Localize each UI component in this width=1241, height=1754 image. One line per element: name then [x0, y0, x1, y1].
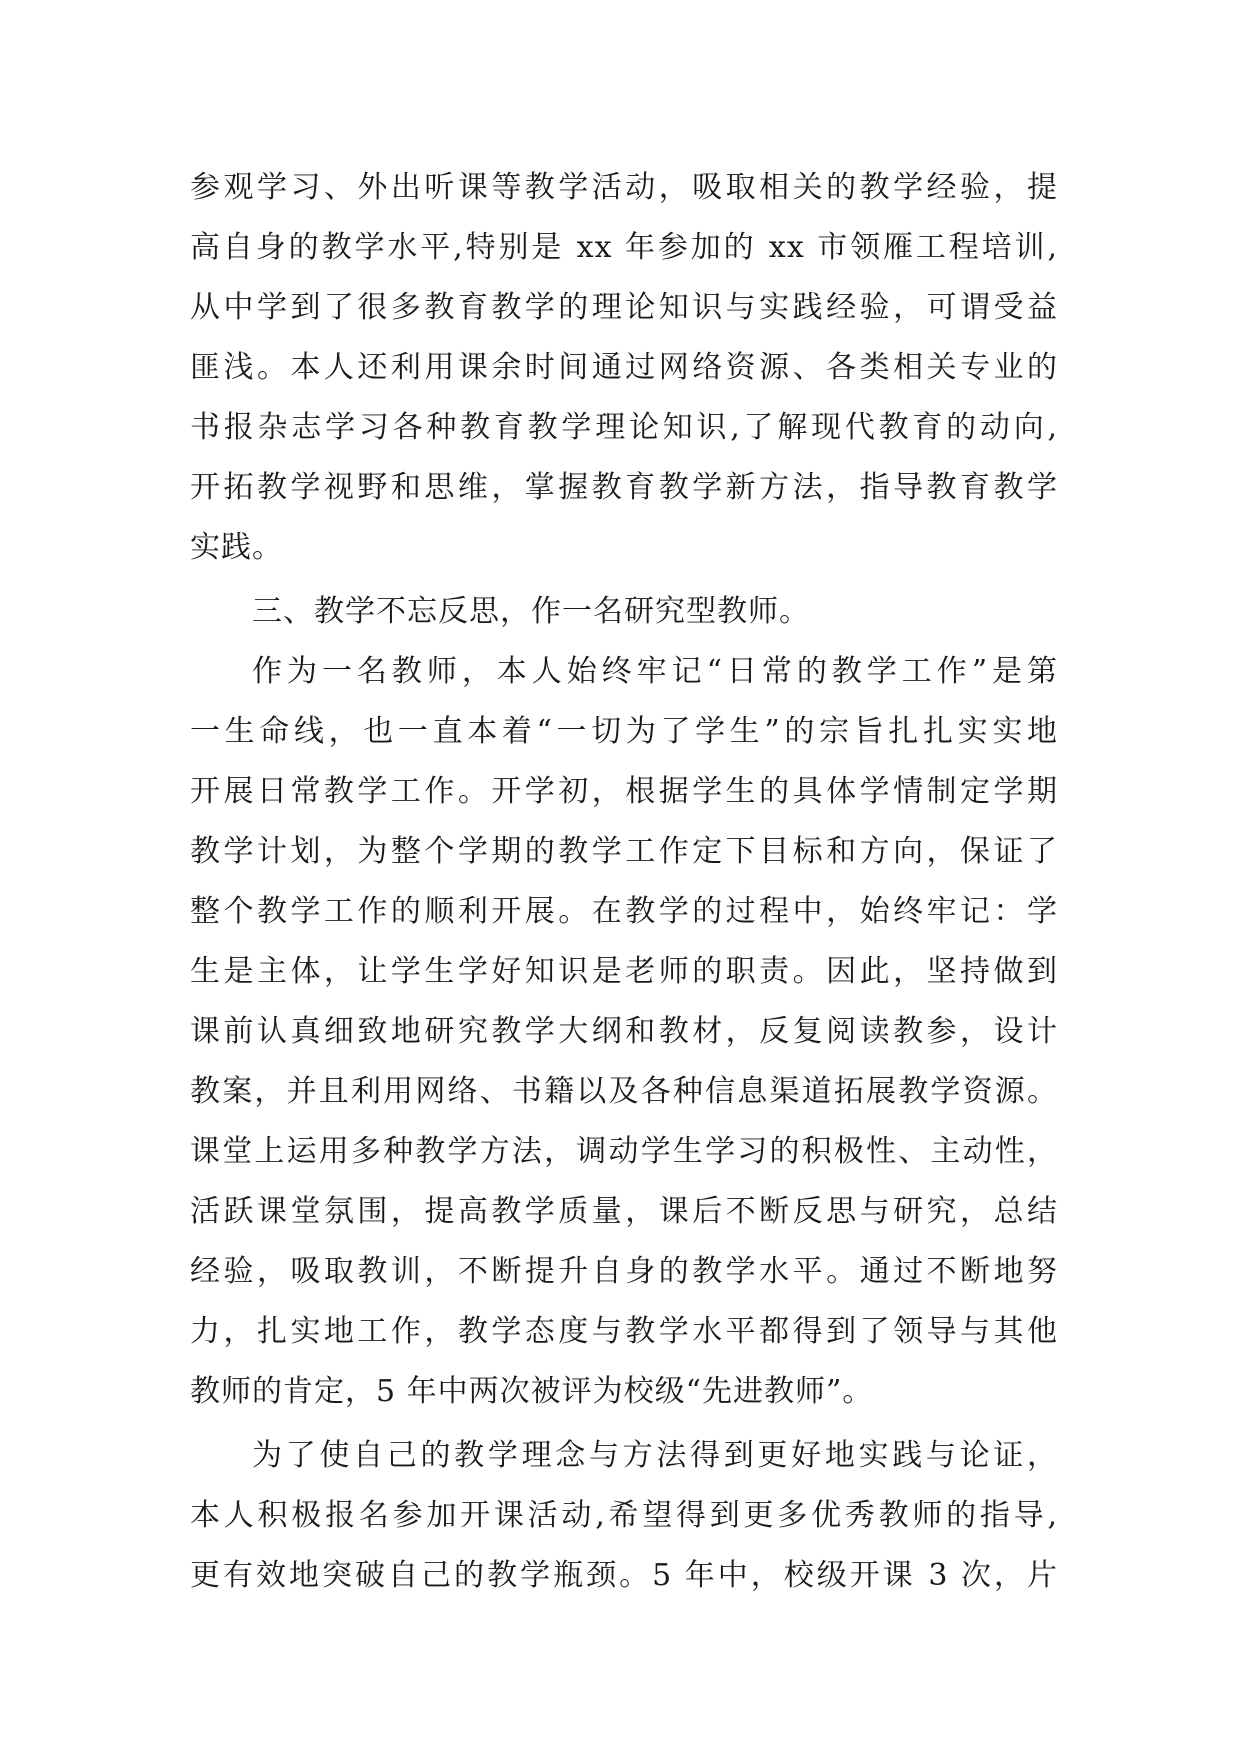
text-line: 匪浅。本人还利用课余时间通过网络资源、各类相关专业的: [190, 350, 1058, 385]
text-line: 更有效地突破自己的教学瓶颈。5 年中，校级开课 3 次，片: [190, 1558, 1058, 1593]
body-text: [190, 158, 1058, 1606]
text-line: 作为一名教师，本人始终牢记“日常的教学工作”是第: [252, 654, 1058, 689]
text-line: 参观学习、外出听课等教学活动，吸取相关的教学经验，提: [190, 170, 1058, 205]
text-line: 经验，吸取教训，不断提升自身的教学水平。通过不断地努: [190, 1254, 1058, 1289]
text-line: 开拓教学视野和思维，掌握教育教学新方法，指导教育教学: [190, 470, 1058, 505]
text-line: 课堂上运用多种教学方法，调动学生学习的积极性、主动性，: [190, 1134, 1058, 1169]
text-line: 为了使自己的教学理念与方法得到更好地实践与论证，: [252, 1438, 1058, 1473]
section-heading: 三、教学不忘反思，作一名研究型教师。: [252, 594, 810, 629]
text-line: 活跃课堂氛围，提高教学质量，课后不断反思与研究，总结: [190, 1194, 1058, 1229]
text-line: 课前认真细致地研究教学大纲和教材，反复阅读教参，设计: [190, 1014, 1058, 1049]
text-line: 实践。: [190, 530, 283, 565]
text-line: 生是主体，让学生学好知识是老师的职责。因此，坚持做到: [190, 954, 1058, 989]
text-line: 开展日常教学工作。开学初，根据学生的具体学情制定学期: [190, 774, 1058, 809]
text-line: 从中学到了很多教育教学的理论知识与实践经验，可谓受益: [190, 290, 1058, 325]
text-line: 力，扎实地工作，教学态度与教学水平都得到了领导与其他: [190, 1314, 1058, 1349]
text-line: 高自身的教学水平,特别是 xx 年参加的 xx 市领雁工程培训,: [190, 230, 1058, 265]
text-line: 教案，并且利用网络、书籍以及各种信息渠道拓展教学资源。: [190, 1074, 1058, 1109]
text-line: 教学计划，为整个学期的教学工作定下目标和方向，保证了: [190, 834, 1058, 869]
text-line: 书报杂志学习各种教育教学理论知识,了解现代教育的动向,: [190, 410, 1058, 445]
text-line: 整个教学工作的顺利开展。在教学的过程中，始终牢记：学: [190, 894, 1058, 929]
text-line: 本人积极报名参加开课活动,希望得到更多优秀教师的指导,: [190, 1498, 1058, 1533]
text-line: 教师的肯定，5 年中两次被评为校级“先进教师”。: [190, 1374, 874, 1409]
text-line: 一生命线，也一直本着“一切为了学生”的宗旨扎扎实实地: [190, 714, 1058, 749]
